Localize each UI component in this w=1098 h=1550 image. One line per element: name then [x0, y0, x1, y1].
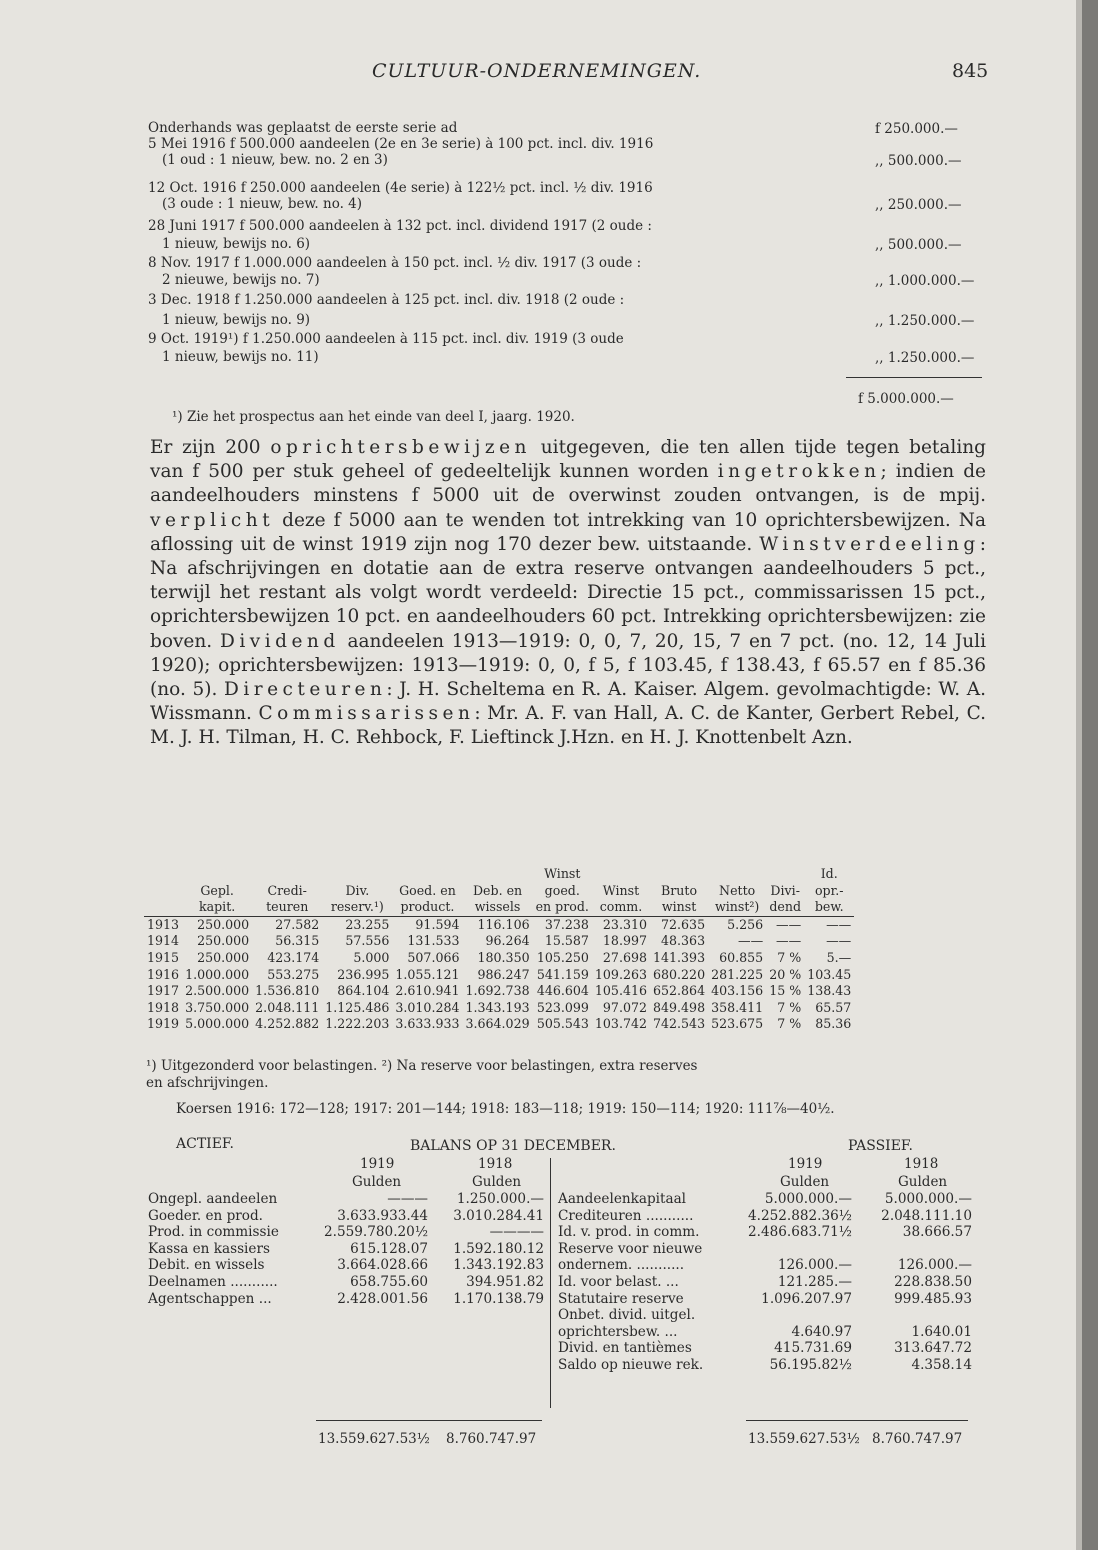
body-text: : Na afschrijvingen en dotatie aan de extra reserve ontvangen aandeelhouders 5 pct., terwijl het restant als volgt wordt verdeeld: Directie 15 pct., commissarissen 15 pct., oprichtersbewijzen 10 pct. en aandeelhouders 60 pct. Intrekking oprichtersbewijzen: zie boven.	[150, 533, 986, 652]
balance-label: Onbet. divid. uitgel.	[558, 1307, 696, 1324]
balance-value	[746, 1241, 854, 1258]
stats-value-cell: 250.000	[197, 933, 250, 949]
balance-value: 658.755.60	[350, 1273, 428, 1290]
year-header: 1919	[788, 1156, 823, 1172]
stats-row	[144, 916, 854, 933]
stats-value-cell: 56.315	[275, 933, 320, 949]
stats-value-cell: 403.156	[711, 983, 764, 999]
page-binding-edge	[1082, 0, 1098, 1550]
stats-footnote: en afschrijvingen.	[146, 1075, 269, 1091]
stats-value-cell: 5.000	[353, 949, 390, 965]
spaced-term: verplicht	[150, 509, 275, 531]
stats-header-cell: reserv.¹)	[330, 899, 384, 915]
placement-line: (3 oude : 1 nieuw, bew. no. 4)	[162, 197, 363, 212]
balance-row	[556, 1257, 974, 1274]
stats-value-cell: 27.582	[275, 916, 320, 932]
balance-value: 1.170.138.79	[453, 1290, 544, 1307]
stats-year-cell: 1918	[147, 999, 180, 1015]
balance-row	[146, 1224, 546, 1241]
body-text: deze f 5000 aan te wenden tot intrekking van 10 oprichtersbewijzen. Na aflossing uit de winst 1919 zijn nog 170 dezer bew. uitstaande.	[150, 509, 986, 555]
body-text: : Mr. A. F. van Hall, A. C. de Kanter, Gerbert Rebel, C. M. J. H. Tilman, H. C. Rehbock, F. Lieftinck J.Hzn. en H. J. Knottenbelt Azn.	[150, 703, 986, 749]
stats-header-cell: Credi-	[267, 882, 307, 898]
stats-value-cell: 507.066	[407, 949, 460, 965]
placement-amount: ,, 1.250.000.—	[875, 313, 975, 329]
total-rule	[316, 1420, 542, 1421]
stats-value-cell: 72.635	[661, 916, 706, 932]
balance-value: 5.000.000.—	[764, 1191, 852, 1207]
balance-value: 56.195.82½	[769, 1356, 852, 1373]
stats-value-cell: 85.36	[815, 1016, 852, 1032]
stats-header-cell: goed.	[544, 882, 580, 898]
stats-header-cell	[144, 883, 182, 900]
total-rule	[846, 377, 982, 378]
balance-row	[556, 1340, 974, 1357]
stats-header-cell	[392, 866, 462, 883]
balance-label: Saldo op nieuwe rek.	[558, 1356, 704, 1373]
stats-value-cell: 180.350	[477, 949, 530, 965]
balance-value	[854, 1241, 974, 1258]
total-rule	[746, 1420, 968, 1421]
stats-value-cell: 23.310	[602, 916, 647, 932]
stats-header-cell: kapit.	[198, 899, 236, 915]
stats-value-cell: 18.997	[602, 933, 647, 949]
stats-header-cell: Div.	[345, 882, 370, 898]
balance-row	[556, 1274, 974, 1291]
stats-value-cell: 15.587	[544, 933, 589, 949]
placement-line: 8 Nov. 1917 f 1.000.000 aandeelen à 150 pct. incl. ½ div. 1917 (3 oude :	[148, 256, 642, 271]
balance-label: Id. v. prod. in comm.	[558, 1224, 700, 1241]
stats-header-row	[144, 883, 854, 900]
share-prices: Koersen 1916: 172—128; 1917: 201—144; 1918: 183—118; 1919: 150—114; 1920: 111⅞—40½.	[176, 1101, 835, 1117]
stats-value-cell: 131.533	[407, 933, 460, 949]
balance-value: 4.252.882.36½	[748, 1207, 852, 1224]
stats-header-cell	[650, 866, 708, 883]
body-text: aandeelen 1913—1919: 0, 0, 7, 20, 15, 7 en 7 pct. (no. 12, 14 Juli 1920); oprichtersbewijzen: 1913—1919: 0, 0, f 5, f 103.45, f 138.43, f 65.57 en f 85.36 (no. 5).	[150, 630, 986, 701]
stats-value-cell: 2.500.000	[185, 983, 250, 999]
stats-header-cell	[144, 899, 182, 916]
stats-value-cell: 523.675	[711, 1016, 764, 1032]
balance-value: 2.559.780.20½	[324, 1224, 428, 1241]
stats-value-cell: 2.048.111	[255, 999, 320, 1015]
stats-row	[144, 950, 854, 967]
stats-header-cell: teuren	[266, 899, 309, 915]
balance-title: BALANS OP 31 DECEMBER.	[410, 1138, 616, 1154]
balance-value: 313.647.72	[894, 1340, 972, 1357]
placement-line: (1 oud : 1 nieuw, bew. no. 2 en 3)	[162, 153, 388, 168]
running-header: CULTUUR-ONDERNEMINGEN.	[372, 60, 702, 82]
stats-value-cell: 1.222.203	[325, 1016, 390, 1032]
stats-value-cell: 103.45	[807, 966, 852, 982]
balance-value: 228.838.50	[894, 1273, 972, 1290]
stats-header-cell: Bruto	[661, 882, 698, 898]
balance-row	[146, 1208, 546, 1225]
balance-value	[746, 1307, 854, 1324]
stats-value-cell: 1.343.193	[465, 999, 530, 1015]
stats-value-cell: 864.104	[337, 983, 390, 999]
body-paragraph	[150, 436, 986, 751]
unit-header: Gulden	[898, 1174, 948, 1190]
stats-header-cell	[182, 866, 252, 883]
balance-value: 394.951.82	[466, 1273, 544, 1290]
passief-section	[556, 1191, 974, 1374]
balance-label: Ongepl. aandeelen	[148, 1191, 278, 1207]
balance-row	[556, 1224, 974, 1241]
balance-value: 3.664.028.66	[337, 1257, 428, 1274]
stats-header-cell	[766, 866, 804, 883]
balance-value: 2.048.111.10	[881, 1207, 972, 1224]
stats-value-cell: 5.256	[727, 916, 764, 932]
placement-line: 3 Dec. 1918 f 1.250.000 aandeelen à 125 pct. incl. div. 1918 (2 oude :	[148, 293, 625, 308]
stats-value-cell: 96.264	[485, 933, 530, 949]
balance-value: 999.485.93	[894, 1290, 972, 1307]
placement-amount: ,, 1.250.000.—	[875, 350, 975, 366]
passief-total-1918: 8.760.747.97	[872, 1431, 963, 1447]
financial-stats-table	[144, 866, 854, 1033]
stats-header-cell: dend	[769, 899, 802, 915]
stats-header-cell	[708, 866, 766, 883]
stats-row	[144, 1016, 854, 1033]
year-header: 1918	[478, 1156, 513, 1172]
stats-value-cell: 5.—	[826, 949, 852, 965]
placement-amount: f 250.000.—	[875, 121, 958, 137]
balance-value: 2.486.683.71½	[748, 1224, 852, 1241]
stats-value-cell: 986.247	[477, 966, 530, 982]
stats-value-cell: 3.664.029	[465, 1016, 530, 1032]
spaced-term: Dividend	[220, 630, 340, 652]
balance-label: ondernem. ...........	[558, 1257, 685, 1274]
stats-header-cell	[322, 866, 392, 883]
balance-label: Reserve voor nieuwe	[558, 1240, 703, 1257]
stats-value-cell: 553.275	[267, 966, 320, 982]
stats-value-cell: 3.010.284	[395, 999, 460, 1015]
stats-value-cell: 3.633.933	[395, 1016, 460, 1032]
stats-value-cell: 141.393	[653, 949, 706, 965]
stats-header-cell	[144, 866, 182, 883]
stats-value-cell: 446.604	[536, 983, 589, 999]
stats-value-cell: 116.106	[477, 916, 530, 932]
balance-value: 1.096.207.97	[761, 1290, 852, 1307]
balance-value: ———	[387, 1191, 428, 1207]
balance-divider	[550, 1158, 551, 1408]
spaced-term: Directeuren	[224, 679, 387, 701]
stats-value-cell: ——	[776, 916, 802, 932]
stats-value-cell: ——	[738, 933, 764, 949]
balance-value: 126.000.—	[777, 1257, 852, 1274]
stats-row	[144, 967, 854, 984]
stats-value-cell: ——	[776, 933, 802, 949]
unit-header: Gulden	[352, 1174, 402, 1190]
balance-value: 3.633.933.44	[337, 1207, 428, 1224]
stats-value-cell: 1.692.738	[465, 983, 530, 999]
stats-header-cell: bew.	[814, 899, 844, 915]
body-text: uitgegeven, die ten allen tijde tegen betaling van f 500 per stuk geheel of gedeeltelijk kunnen worden	[150, 437, 986, 483]
balance-value: ————	[489, 1224, 544, 1241]
actief-section	[146, 1191, 546, 1307]
balance-value: 615.128.07	[350, 1240, 428, 1257]
stats-header-cell: opr.-	[814, 882, 844, 898]
stats-value-cell: 105.416	[594, 983, 647, 999]
balance-row	[146, 1241, 546, 1258]
balance-row	[556, 1241, 974, 1258]
balance-label: Debit. en wissels	[148, 1257, 265, 1274]
stats-value-cell: 250.000	[197, 916, 250, 932]
balance-row	[556, 1191, 974, 1208]
balance-row	[556, 1324, 974, 1341]
balance-label: Id. voor belast. ...	[558, 1273, 679, 1290]
stats-row	[144, 933, 854, 950]
balance-label: Divid. en tantièmes	[558, 1340, 692, 1357]
stats-year-cell: 1913	[147, 916, 180, 932]
passief-total-1919: 13.559.627.53½	[748, 1431, 860, 1447]
balance-row	[556, 1307, 974, 1324]
stats-value-cell: 652.864	[653, 983, 706, 999]
stats-value-cell: 1.055.121	[395, 966, 460, 982]
stats-header-cell: Goed. en	[399, 882, 456, 898]
stats-value-cell: 65.57	[815, 999, 852, 1015]
balance-value: 4.640.97	[791, 1323, 852, 1340]
stats-value-cell: 849.498	[653, 999, 706, 1015]
unit-header: Gulden	[472, 1174, 522, 1190]
placement-amount: ,, 500.000.—	[875, 153, 962, 169]
balance-value: 1.640.01	[911, 1323, 972, 1340]
placement-line: 1 nieuw, bewijs no. 6)	[162, 237, 311, 252]
stats-footnote: ¹) Uitgezonderd voor belastingen. ²) Na reserve voor belastingen, extra reserves	[146, 1058, 698, 1074]
spaced-term: ingetrokken	[717, 461, 881, 483]
balance-value: 1.250.000.—	[456, 1191, 544, 1207]
stats-header-cell	[463, 866, 533, 883]
stats-year-cell: 1916	[147, 966, 180, 982]
stats-year-cell: 1914	[147, 933, 180, 949]
spaced-term: Winstverdeeling	[759, 533, 980, 555]
stats-value-cell: 109.263	[594, 966, 647, 982]
balance-value: 5.000.000.—	[884, 1191, 972, 1207]
balance-row	[146, 1257, 546, 1274]
stats-value-cell: 505.543	[536, 1016, 589, 1032]
stats-header-cell	[252, 866, 322, 883]
stats-value-cell: 523.099	[536, 999, 589, 1015]
actief-total-1919: 13.559.627.53½	[318, 1431, 430, 1447]
year-header: 1919	[360, 1156, 395, 1172]
placement-line: 1 nieuw, bewijs no. 9)	[162, 313, 311, 328]
balance-label: Deelnamen ...........	[148, 1273, 278, 1290]
balance-label: Kassa en kassiers	[148, 1240, 270, 1257]
stats-value-cell: 250.000	[197, 949, 250, 965]
balance-value: 415.731.69	[774, 1340, 852, 1357]
body-text: ; indien de aandeelhouders minstens f 5000 uit de overwinst zouden ontvangen, is de mpij.	[150, 461, 986, 507]
stats-year-cell: 1915	[147, 949, 180, 965]
year-header: 1918	[904, 1156, 939, 1172]
stats-value-cell: 358.411	[711, 999, 764, 1015]
stats-header-cell: wissels	[474, 899, 521, 915]
stats-header-cell: winst	[661, 899, 697, 915]
balance-value: 4.358.14	[911, 1356, 972, 1373]
stats-header-cell: Id.	[820, 866, 838, 881]
stats-header-cell	[592, 866, 650, 883]
stats-value-cell: 1.125.486	[325, 999, 390, 1015]
placement-line: 2 nieuwe, bewijs no. 7)	[162, 273, 320, 288]
balance-row	[556, 1357, 974, 1374]
stats-value-cell: 4.252.882	[255, 1016, 320, 1032]
placement-amount: ,, 1.000.000.—	[875, 273, 975, 289]
stats-row	[144, 983, 854, 1000]
stats-header-cell: en prod.	[535, 899, 589, 915]
stats-row	[144, 1000, 854, 1017]
stats-header-cell: Winst	[602, 882, 640, 898]
balance-value	[854, 1307, 974, 1324]
balance-value: 121.285.—	[777, 1273, 852, 1290]
stats-value-cell: 5.000.000	[185, 1016, 250, 1032]
stats-value-cell: 103.742	[594, 1016, 647, 1032]
balance-value: 3.010.284.41	[453, 1207, 544, 1224]
stats-value-cell: 105.250	[536, 949, 589, 965]
stats-value-cell: 138.43	[807, 983, 852, 999]
placement-amount: ,, 500.000.—	[875, 237, 962, 253]
placement-line: 28 Juni 1917 f 500.000 aandeelen à 132 pct. incl. dividend 1917 (2 oude :	[148, 219, 652, 234]
stats-value-cell: 236.995	[337, 966, 390, 982]
balance-label: Statutaire reserve	[558, 1290, 684, 1307]
balance-row	[146, 1291, 546, 1308]
stats-header-row	[144, 866, 854, 883]
stats-value-cell: 57.556	[345, 933, 390, 949]
balance-value: 1.343.192.83	[453, 1257, 544, 1274]
stats-header-row	[144, 899, 854, 916]
stats-value-cell: 680.220	[653, 966, 706, 982]
placement-line: 1 nieuw, bewijs no. 11)	[162, 350, 319, 365]
balance-row	[146, 1191, 546, 1208]
stats-header-cell: Winst	[544, 866, 581, 881]
stats-value-cell: 60.855	[719, 949, 764, 965]
placement-line: 12 Oct. 1916 f 250.000 aandeelen (4e serie) à 122½ pct. incl. ½ div. 1916	[148, 181, 653, 196]
placement-line: 9 Oct. 1919¹) f 1.250.000 aandeelen à 115 pct. incl. div. 1919 (3 oude	[148, 332, 624, 347]
stats-value-cell: 48.363	[661, 933, 706, 949]
balance-row	[556, 1208, 974, 1225]
stats-header-cell: winst²)	[714, 899, 760, 915]
stats-value-cell: 7 %	[777, 949, 802, 965]
stats-value-cell: 423.174	[267, 949, 320, 965]
stats-value-cell: 37.238	[544, 916, 589, 932]
stats-value-cell: ——	[826, 916, 852, 932]
body-text: Er zijn 200	[150, 437, 271, 458]
balance-row	[556, 1291, 974, 1308]
stats-header-cell: Divi-	[770, 882, 800, 898]
page-number: 845	[952, 60, 989, 82]
stats-value-cell: 7 %	[777, 1016, 802, 1032]
stats-value-cell: 281.225	[711, 966, 764, 982]
actief-title: ACTIEF.	[176, 1136, 234, 1152]
balance-row	[146, 1274, 546, 1291]
stats-header-cell: Gepl.	[200, 882, 234, 898]
actief-total-1918: 8.760.747.97	[446, 1431, 537, 1447]
stats-value-cell: 27.698	[602, 949, 647, 965]
stats-year-cell: 1919	[147, 1016, 180, 1032]
stats-value-cell: 20 %	[769, 966, 802, 982]
balance-value: 2.428.001.56	[337, 1290, 428, 1307]
stats-year-cell: 1917	[147, 983, 180, 999]
balance-value: 126.000.—	[897, 1257, 972, 1274]
balance-label: Crediteuren ...........	[558, 1207, 694, 1224]
stats-value-cell: 15 %	[769, 983, 802, 999]
stats-header-cell: product.	[400, 899, 455, 915]
placement-amount: ,, 250.000.—	[875, 197, 962, 213]
balance-value: 38.666.57	[902, 1224, 972, 1241]
stats-value-cell: 1.536.810	[255, 983, 320, 999]
stats-value-cell: 742.543	[653, 1016, 706, 1032]
unit-header: Gulden	[780, 1174, 830, 1190]
balance-label: Prod. in commissie	[148, 1224, 279, 1241]
body-text: : J. H. Scheltema en R. A. Kaiser. Algem. gevolmachtigde: W. A. Wissmann.	[150, 679, 986, 725]
footnote: ¹) Zie het prospectus aan het einde van deel I, jaarg. 1920.	[172, 409, 575, 425]
stats-value-cell: 7 %	[777, 999, 802, 1015]
stats-header-cell: Netto	[719, 882, 756, 898]
stats-value-cell: ——	[826, 933, 852, 949]
stats-value-cell: 3.750.000	[185, 999, 250, 1015]
passief-title: PASSIEF.	[848, 1138, 913, 1154]
placement-line: 5 Mei 1916 f 500.000 aandeelen (2e en 3e serie) à 100 pct. incl. div. 1916	[148, 137, 654, 152]
balance-label: Agentschappen ...	[148, 1290, 272, 1307]
stats-value-cell: 91.594	[415, 916, 460, 932]
placements-total: f 5.000.000.—	[858, 391, 954, 407]
balance-label: oprichtersbew. ...	[558, 1323, 678, 1340]
stats-value-cell: 541.159	[536, 966, 589, 982]
balance-label: Goeder. en prod.	[148, 1207, 264, 1224]
spaced-term: Commissarissen	[258, 703, 475, 725]
stats-value-cell: 23.255	[345, 916, 390, 932]
stats-value-cell: 2.610.941	[395, 983, 460, 999]
stats-header-cell: Deb. en	[472, 882, 523, 898]
balance-value: 1.592.180.12	[453, 1240, 544, 1257]
balance-label: Aandeelenkapitaal	[558, 1191, 687, 1207]
spaced-term: oprichtersbewijzen	[270, 437, 531, 458]
placement-line: Onderhands was geplaatst de eerste serie ad	[148, 121, 458, 136]
stats-value-cell: 97.072	[602, 999, 647, 1015]
stats-header-cell: comm.	[599, 899, 643, 915]
stats-value-cell: 1.000.000	[185, 966, 250, 982]
